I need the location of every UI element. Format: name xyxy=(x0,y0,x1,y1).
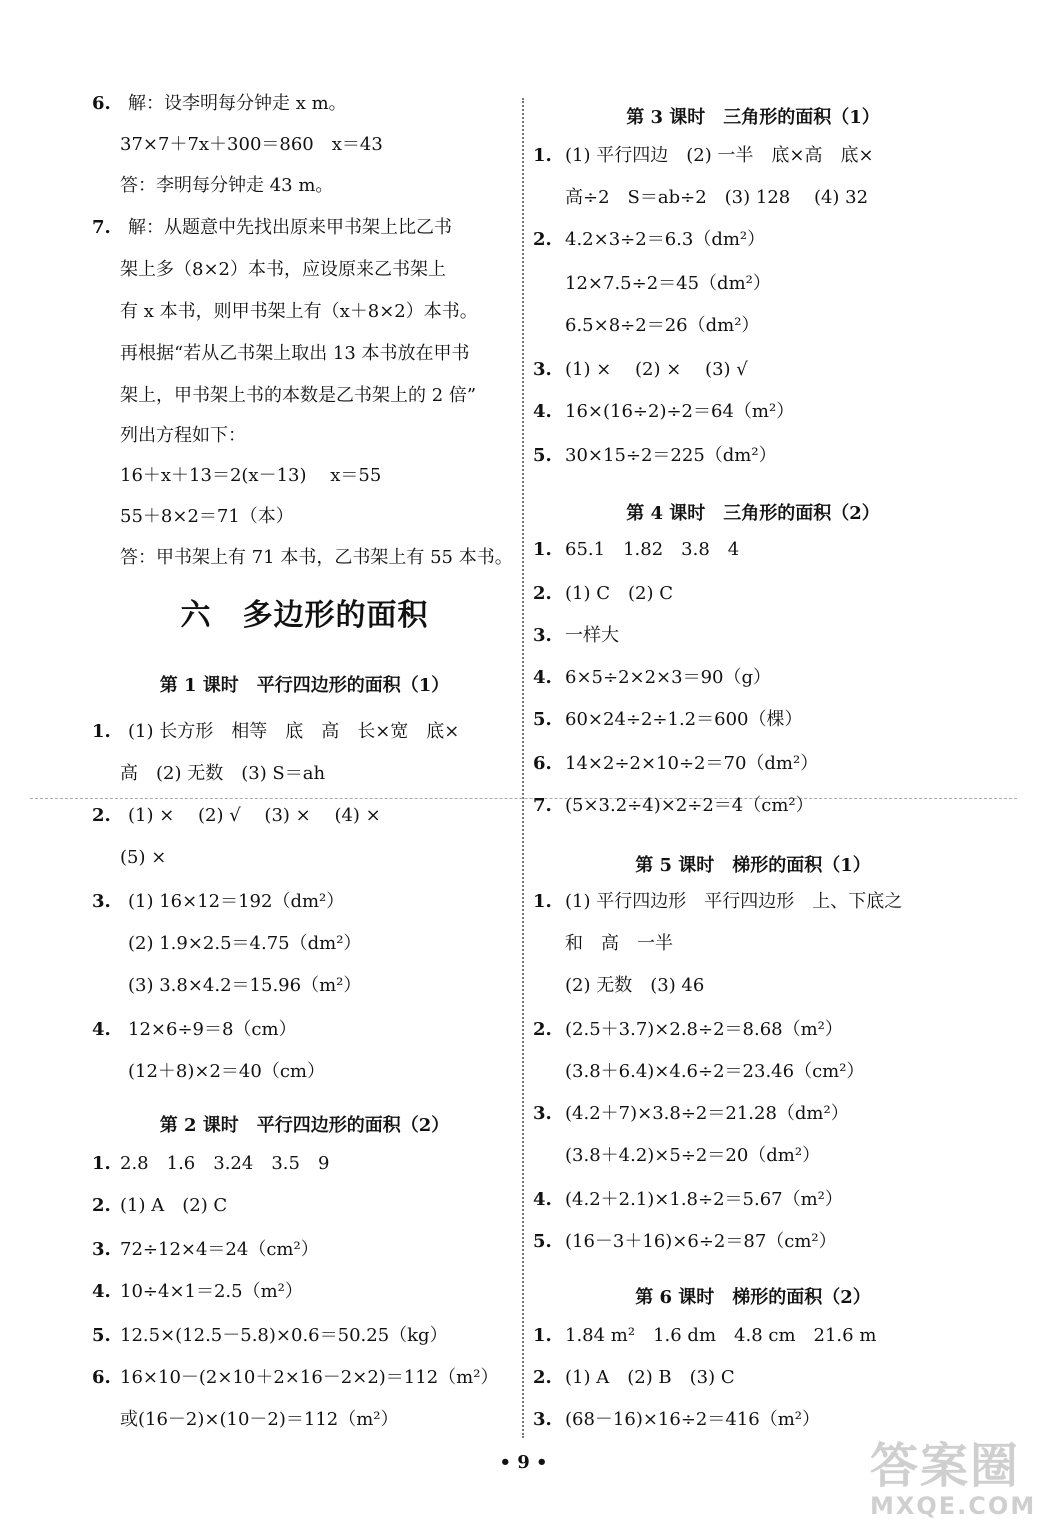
answer-text: (2) 无数 (3) 46 xyxy=(565,975,705,996)
watermark-logo xyxy=(870,1438,1037,1525)
question-number: 4. xyxy=(92,1019,111,1040)
question-number: 3. xyxy=(533,1103,552,1124)
answer-text: (1) A (2) B (3) C xyxy=(565,1367,735,1388)
answer-text: 解：设李明每分钟走 x m。 xyxy=(128,93,347,114)
question-number: 6. xyxy=(92,1367,111,1388)
answer-text: (1) × (2) × (3) √ xyxy=(565,359,748,380)
question-number: 2. xyxy=(92,805,111,826)
question-number: 6. xyxy=(533,753,552,774)
question-number: 7. xyxy=(92,217,111,238)
answer-text: 1.84 m² 1.6 dm 4.8 cm 21.6 m xyxy=(565,1325,877,1346)
question-number: 4. xyxy=(533,1189,552,1210)
answer-text: 12.5×(12.5－5.8)×0.6＝50.25（kg） xyxy=(120,1325,448,1346)
question-number: 3. xyxy=(92,891,111,912)
answer-text: 60×24÷2÷1.2＝600（棵） xyxy=(565,709,803,730)
page-number: • 9 • xyxy=(499,1452,548,1473)
answer-text: (3.8＋6.4)×4.6÷2＝23.46（cm²） xyxy=(565,1061,865,1082)
answer-text: (1) C (2) C xyxy=(565,583,673,604)
answer-text: (2.5＋3.7)×2.8÷2＝8.68（m²） xyxy=(565,1019,843,1040)
question-number: 2. xyxy=(533,583,552,604)
chapter-title: 六 多边形的面积 xyxy=(180,598,429,633)
question-number: 5. xyxy=(533,1231,552,1252)
answer-text: (3) 3.8×4.2＝15.96（m²） xyxy=(128,975,362,996)
answer-text: 和 高 一半 xyxy=(565,933,673,954)
lesson-3-title: 第 3 课时 三角形的面积（1） xyxy=(626,107,880,128)
lesson-4-title: 第 4 课时 三角形的面积（2） xyxy=(626,503,880,524)
answer-text: (1) 长方形 相等 底 高 长×宽 底× xyxy=(128,721,460,742)
answer-text: 答：李明每分钟走 43 m。 xyxy=(120,175,334,196)
answer-text: (12＋8)×2＝40（cm） xyxy=(128,1061,325,1082)
answer-text: (1) 平行四边形 平行四边形 上、下底之 xyxy=(565,891,903,912)
question-number: 1. xyxy=(533,539,552,560)
answer-text: (5×3.2÷4)×2÷2＝4（cm²） xyxy=(565,795,814,816)
watermark-bottom: MXQE.COM xyxy=(870,1492,1037,1520)
question-number: 1. xyxy=(92,1153,111,1174)
answer-text: 2.8 1.6 3.24 3.5 9 xyxy=(120,1153,330,1174)
answer-text: 高÷2 S＝ab÷2 (3) 128 (4) 32 xyxy=(565,187,869,208)
question-number: 2. xyxy=(533,1019,552,1040)
answer-text: (1) 16×12＝192（dm²） xyxy=(128,891,345,912)
answer-text: 16×(16÷2)÷2＝64（m²） xyxy=(565,401,795,422)
answer-text: (1) 平行四边 (2) 一半 底×高 底× xyxy=(565,145,874,166)
answer-text: 6.5×8÷2＝26（dm²） xyxy=(565,315,760,336)
answer-text: 解：从题意中先找出原来甲书架上比乙书 xyxy=(128,217,452,238)
answer-text: (4.2＋2.1)×1.8÷2＝5.67（m²） xyxy=(565,1189,843,1210)
answer-text: 12×7.5÷2＝45（dm²） xyxy=(565,273,771,294)
question-number: 1. xyxy=(533,891,552,912)
column-divider xyxy=(522,98,524,1438)
question-number: 4. xyxy=(533,667,552,688)
question-number: 4. xyxy=(533,401,552,422)
question-number: 5. xyxy=(92,1325,111,1346)
answer-text: 架上，甲书架上书的本数是乙书架上的 2 倍” xyxy=(120,385,477,406)
answer-text: 16＋x＋13＝2(x－13) x＝55 xyxy=(120,465,382,486)
lesson-6-title: 第 6 课时 梯形的面积（2） xyxy=(635,1287,871,1308)
question-number: 6. xyxy=(92,93,111,114)
question-number: 1. xyxy=(92,721,111,742)
question-number: 2. xyxy=(533,229,552,250)
answer-text: (16－3＋16)×6÷2＝87（cm²） xyxy=(565,1231,837,1252)
answer-text: (5) × xyxy=(120,847,167,868)
answer-text: 12×6÷9＝8（cm） xyxy=(128,1019,297,1040)
question-number: 3. xyxy=(533,1409,552,1430)
answer-text: 一样大 xyxy=(565,625,619,646)
question-number: 2. xyxy=(92,1195,111,1216)
answer-text: (4.2＋7)×3.8÷2＝21.28（dm²） xyxy=(565,1103,849,1124)
question-number: 1. xyxy=(533,145,552,166)
answer-text: 列出方程如下： xyxy=(120,425,246,446)
question-number: 3. xyxy=(533,625,552,646)
watermark-top: 答案圈 xyxy=(870,1438,1021,1494)
question-number: 5. xyxy=(533,709,552,730)
answer-text: 16×10－(2×10＋2×16－2×2)＝112（m²） xyxy=(120,1367,499,1388)
question-number: 5. xyxy=(533,445,552,466)
answer-text: (68－16)×16÷2＝416（m²） xyxy=(565,1409,821,1430)
answer-text: (1) A (2) C xyxy=(120,1195,228,1216)
answer-text: 架上多（8×2）本书，应设原来乙书架上 xyxy=(120,259,446,280)
answer-text: (3.8＋4.2)×5÷2＝20（dm²） xyxy=(565,1145,821,1166)
answer-text: 55＋8×2＝71（本） xyxy=(120,506,294,527)
answer-text: 65.1 1.82 3.8 4 xyxy=(565,539,740,560)
question-number: 1. xyxy=(533,1325,552,1346)
page-fold-line xyxy=(30,798,1017,799)
question-number: 7. xyxy=(533,795,552,816)
answer-text: 或(16－2)×(10－2)＝112（m²） xyxy=(120,1409,399,1430)
lesson-1-title: 第 1 课时 平行四边形的面积（1） xyxy=(159,675,450,696)
answer-text: 答：甲书架上有 71 本书，乙书架上有 55 本书。 xyxy=(120,547,513,568)
answer-text: (2) 1.9×2.5＝4.75（dm²） xyxy=(128,933,362,954)
question-number: 4. xyxy=(92,1281,111,1302)
answer-text: 14×2÷2×10÷2＝70（dm²） xyxy=(565,753,819,774)
question-number: 2. xyxy=(533,1367,552,1388)
question-number: 3. xyxy=(533,359,552,380)
lesson-5-title: 第 5 课时 梯形的面积（1） xyxy=(635,855,871,876)
answer-text: 30×15÷2＝225（dm²） xyxy=(565,445,777,466)
answer-text: 6×5÷2×2×3＝90（g） xyxy=(565,667,772,688)
answer-text: (1) × (2) √ (3) × (4) × xyxy=(128,805,381,826)
answer-text: 72÷12×4＝24（cm²） xyxy=(120,1239,319,1260)
question-number: 3. xyxy=(92,1239,111,1260)
answer-text: 37×7＋7x＋300＝860 x＝43 xyxy=(120,134,383,155)
answer-text: 10÷4×1＝2.5（m²） xyxy=(120,1281,303,1302)
lesson-2-title: 第 2 课时 平行四边形的面积（2） xyxy=(159,1115,450,1136)
answer-text: 再根据“若从乙书架上取出 13 本书放在甲书 xyxy=(120,343,470,364)
answer-text: 4.2×3÷2＝6.3（dm²） xyxy=(565,229,766,250)
answer-text: 有 x 本书，则甲书架上有（x＋8×2）本书。 xyxy=(120,301,478,322)
answer-text: 高 (2) 无数 (3) S＝ah xyxy=(120,763,326,784)
